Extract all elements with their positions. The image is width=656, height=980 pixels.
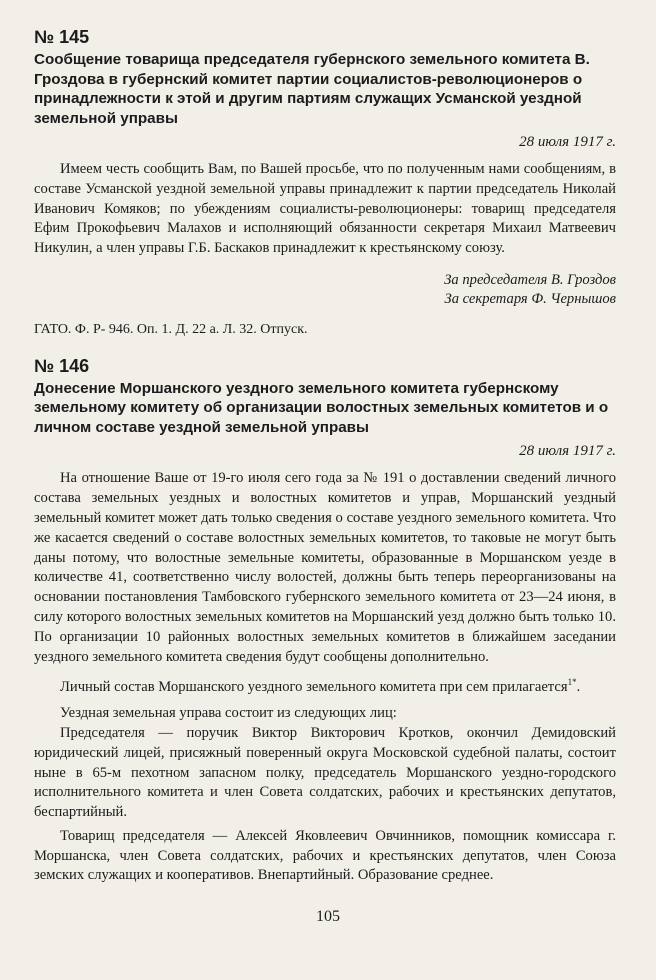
footnote-mark: 1* [567,677,577,688]
doc145-body [34,160,616,259]
doc145-signature-chair: За председателя В. Гроздов [444,271,616,288]
doc145-number: № 145 [34,27,90,47]
doc146-paragraph-4: Председателя — поручик Виктор Викторович Кротков, окончил Демидовский юридический лицей, присяжный поверенный округа Московской судебной палаты, состоит ныне в 65-м пехотном запасном полку, председатель Моршанского уездно-городского исполнительного комитета и член Совета солдатских, рабочих и крестьянских депутатов, беспартийный. [34,724,616,821]
doc146-paragraph-5: Товарищ председателя — Алексей Яковлеевич Овчинников, помощник комиссара г. Моршанска, член Совета солдатских, рабочих и крестьянских депутатов, член Союза земских служащих и кооперативов. Внепартийный. Образование среднее. [34,827,616,884]
doc145-paragraph: Имеем честь сообщить Вам, по Вашей просьбе, что по полученным нами сообщениям, в составе Усманской уездной земельной управы принадлежит к партии председатель Николай Иванович Комяков; по убеждениям социалисты-революционеры: товарищ председателя Ефим Прокофьевич Малахов и исполняющий обязанности секретаря Михаил Матвеевич Никулин, а член управы Г.Б. Баскаков принадлежит к крестьянскому союзу. [34,161,616,257]
doc146-body [34,469,616,886]
doc145-signatures [34,271,616,310]
doc145-date: 28 июля 1917 г. [519,134,616,150]
doc146-paragraph-2-text: Личный состав Моршанского уездного земельного комитета при сем прилагается [60,679,568,696]
footnote-suffix: . [576,679,581,696]
doc145-archive-ref: ГАТО. Ф. Р- 946. Оп. 1. Д. 22 а. Л. 32. Отпуск. [34,321,308,337]
doc146-title: Донесение Моршанского уездного земельного комитета губернскому земельному комитету об организации волостных земельных комитетов и о личном составе уездной земельной управы [34,379,609,436]
doc145-title: Сообщение товарища председателя губернского земельного комитета В. Гроздова в губернский комитет партии социалистов-революционеров о принадлежности к этой и другим партиям служащих Усманской уездной земельной управы [34,51,590,127]
doc145-signature-secretary: За секретаря Ф. Чернышов [444,291,616,308]
doc146-number: № 146 [34,355,90,376]
doc146-paragraph-1: На отношение Ваше от 19-го июля сего года за № 191 о доставлении сведений личного состава земельных уездных и волостных комитетов и управ, Моршанский уездный земельный комитет может дать только сведения о составе уездного земельного комитета. Что же касается сведений о составе волостных земельных комитетов, то таковые не могут быть даны потому, что волостные земельные комитеты, образованные в Моршанском уезде в количестве 41, соответственно числу волостей, должны быть теперь переорганизованы на основании постановления Тамбовского губернского земельного комитета от 23—24 июня, в силу которого волостных земельных комитетов на Моршанский уезд должно быть только 10. По организации 10 районных волостных земельных комитетов в ближайшем заседании уездного земельного комитета сведения будут сообщены дополнительно. [34,470,616,665]
doc146-paragraph-2 [34,673,616,698]
doc146-paragraph-3: Уездная земельная управа состоит из следующих лиц: [60,705,397,722]
page-number: 105 [316,908,340,925]
doc146-date: 28 июля 1917 г. [519,443,616,460]
